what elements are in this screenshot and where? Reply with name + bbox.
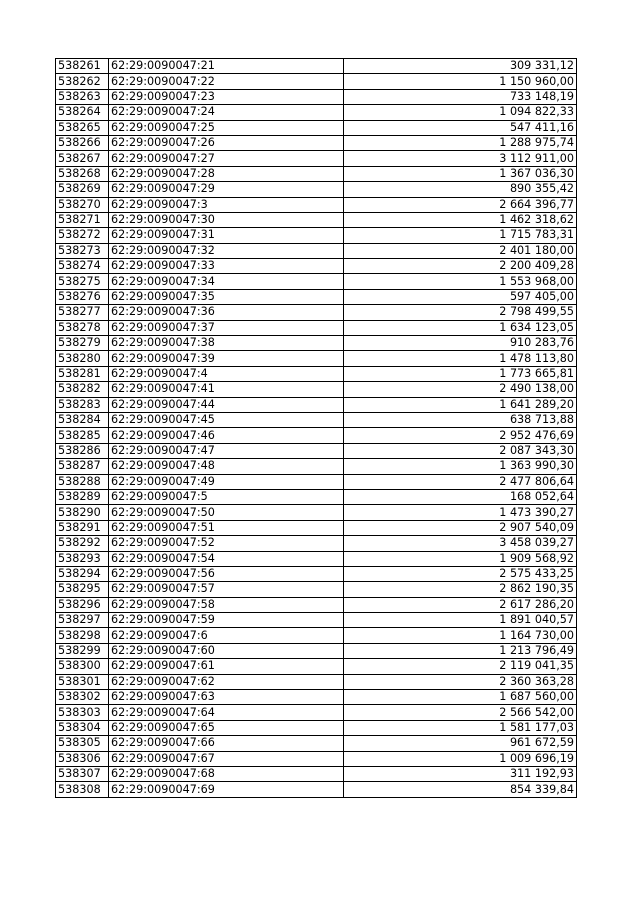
row-number-cell: 538306 [56,751,109,766]
cadastral-number-cell: 62:29:0090047:54 [109,551,344,566]
table-row [56,382,577,397]
cadastral-number-cell: 62:29:0090047:38 [109,336,344,351]
cadastral-value-cell: 2 664 396,77 [344,197,577,212]
cadastral-number-cell: 62:29:0090047:3 [109,197,344,212]
cadastral-value-cell: 1 363 990,30 [344,459,577,474]
cadastral-number-cell: 62:29:0090047:31 [109,228,344,243]
table-row [56,766,577,781]
cadastral-value-cell: 1 288 975,74 [344,135,577,150]
cadastral-value-cell: 1 715 783,31 [344,228,577,243]
row-number-cell: 538297 [56,613,109,628]
cadastral-number-cell: 62:29:0090047:58 [109,597,344,612]
cadastral-number-cell: 62:29:0090047:65 [109,720,344,735]
row-number-cell: 538305 [56,736,109,751]
cadastral-number-cell: 62:29:0090047:57 [109,582,344,597]
table-row [56,320,577,335]
cadastral-number-cell: 62:29:0090047:48 [109,459,344,474]
table-row [56,274,577,289]
table-row [56,474,577,489]
row-number-cell: 538278 [56,320,109,335]
table-row [56,243,577,258]
table-row [56,151,577,166]
cadastral-value-cell: 733 148,19 [344,89,577,104]
table-row [56,166,577,181]
row-number-cell: 538288 [56,474,109,489]
row-number-cell: 538266 [56,135,109,150]
cadastral-value-cell: 910 283,76 [344,336,577,351]
cadastral-value-cell: 1 634 123,05 [344,320,577,335]
cadastral-value-cell: 638 713,88 [344,412,577,427]
cadastral-value-cell: 961 672,59 [344,736,577,751]
cadastral-number-cell: 62:29:0090047:68 [109,766,344,781]
cadastral-number-cell: 62:29:0090047:50 [109,505,344,520]
cadastral-number-cell: 62:29:0090047:63 [109,690,344,705]
cadastral-value-cell: 1 213 796,49 [344,643,577,658]
cadastral-number-cell: 62:29:0090047:61 [109,659,344,674]
cadastral-value-cell: 3 112 911,00 [344,151,577,166]
table-row [56,120,577,135]
row-number-cell: 538261 [56,59,109,74]
cadastral-number-cell: 62:29:0090047:41 [109,382,344,397]
cadastral-value-cell: 2 907 540,09 [344,520,577,535]
row-number-cell: 538282 [56,382,109,397]
table-row [56,751,577,766]
row-number-cell: 538286 [56,443,109,458]
row-number-cell: 538262 [56,74,109,89]
cadastral-number-cell: 62:29:0090047:28 [109,166,344,181]
table-row [56,259,577,274]
cadastral-value-cell: 2 575 433,25 [344,566,577,581]
row-number-cell: 538301 [56,674,109,689]
table-row [56,428,577,443]
cadastral-number-cell: 62:29:0090047:64 [109,705,344,720]
table-row [56,459,577,474]
cadastral-number-cell: 62:29:0090047:30 [109,212,344,227]
table-row [56,705,577,720]
cadastral-value-cell: 1 462 318,62 [344,212,577,227]
cadastral-value-cell: 597 405,00 [344,289,577,304]
cadastral-number-cell: 62:29:0090047:34 [109,274,344,289]
table-row [56,305,577,320]
cadastral-number-cell: 62:29:0090047:35 [109,289,344,304]
cadastral-value-cell: 1 553 968,00 [344,274,577,289]
cadastral-value-cell: 854 339,84 [344,782,577,797]
table-row [56,74,577,89]
row-number-cell: 538295 [56,582,109,597]
table-row [56,643,577,658]
cadastral-value-cell: 1 473 390,27 [344,505,577,520]
row-number-cell: 538268 [56,166,109,181]
table-row [56,197,577,212]
table-row [56,597,577,612]
table-row [56,505,577,520]
cadastral-number-cell: 62:29:0090047:21 [109,59,344,74]
cadastral-value-cell: 2 952 476,69 [344,428,577,443]
cadastral-value-cell: 168 052,64 [344,489,577,504]
table-row [56,212,577,227]
table-row [56,566,577,581]
row-number-cell: 538299 [56,643,109,658]
cadastral-value-cell: 1 773 665,81 [344,366,577,381]
row-number-cell: 538272 [56,228,109,243]
cadastral-value-cell: 2 566 542,00 [344,705,577,720]
cadastral-value-cell: 1 687 560,00 [344,690,577,705]
table-row [56,135,577,150]
cadastral-value-cell: 547 411,16 [344,120,577,135]
table-row [56,520,577,535]
table-row [56,336,577,351]
row-number-cell: 538289 [56,489,109,504]
cadastral-number-cell: 62:29:0090047:62 [109,674,344,689]
row-number-cell: 538270 [56,197,109,212]
row-number-cell: 538279 [56,336,109,351]
table-row [56,489,577,504]
cadastral-value-cell: 309 331,12 [344,59,577,74]
row-number-cell: 538284 [56,412,109,427]
row-number-cell: 538303 [56,705,109,720]
cadastral-value-cell: 3 458 039,27 [344,536,577,551]
cadastral-value-cell: 1 367 036,30 [344,166,577,181]
row-number-cell: 538304 [56,720,109,735]
table-row [56,351,577,366]
cadastral-number-cell: 62:29:0090047:29 [109,182,344,197]
cadastral-value-cell: 1 641 289,20 [344,397,577,412]
cadastral-number-cell: 62:29:0090047:25 [109,120,344,135]
cadastral-value-cell: 1 150 960,00 [344,74,577,89]
row-number-cell: 538275 [56,274,109,289]
table-row [56,720,577,735]
table-row [56,690,577,705]
table-row [56,551,577,566]
table-row [56,397,577,412]
cadastral-value-cell: 2 087 343,30 [344,443,577,458]
row-number-cell: 538274 [56,259,109,274]
cadastral-number-cell: 62:29:0090047:33 [109,259,344,274]
row-number-cell: 538293 [56,551,109,566]
cadastral-number-cell: 62:29:0090047:24 [109,105,344,120]
row-number-cell: 538302 [56,690,109,705]
row-number-cell: 538292 [56,536,109,551]
row-number-cell: 538276 [56,289,109,304]
cadastral-value-cell: 2 119 041,35 [344,659,577,674]
cadastral-value-cell: 2 798 499,55 [344,305,577,320]
cadastral-value-cell: 2 617 286,20 [344,597,577,612]
table-row [56,443,577,458]
cadastral-number-cell: 62:29:0090047:46 [109,428,344,443]
cadastral-value-cell: 2 401 180,00 [344,243,577,258]
cadastral-number-cell: 62:29:0090047:67 [109,751,344,766]
cadastral-number-cell: 62:29:0090047:60 [109,643,344,658]
table-row [56,628,577,643]
cadastral-number-cell: 62:29:0090047:37 [109,320,344,335]
cadastral-number-cell: 62:29:0090047:22 [109,74,344,89]
row-number-cell: 538267 [56,151,109,166]
row-number-cell: 538307 [56,766,109,781]
cadastral-number-cell: 62:29:0090047:47 [109,443,344,458]
cadastral-value-cell: 1 581 177,03 [344,720,577,735]
row-number-cell: 538300 [56,659,109,674]
table-row [56,736,577,751]
row-number-cell: 538308 [56,782,109,797]
row-number-cell: 538263 [56,89,109,104]
row-number-cell: 538294 [56,566,109,581]
table-row [56,613,577,628]
cadastral-value-cell: 1 891 040,57 [344,613,577,628]
table-row [56,228,577,243]
cadastral-value-cell: 890 355,42 [344,182,577,197]
row-number-cell: 538291 [56,520,109,535]
row-number-cell: 538264 [56,105,109,120]
table-row [56,659,577,674]
cadastral-number-cell: 62:29:0090047:66 [109,736,344,751]
cadastral-value-cell: 1 478 113,80 [344,351,577,366]
cadastral-value-cell: 2 477 806,64 [344,474,577,489]
table-row [56,89,577,104]
cadastral-number-cell: 62:29:0090047:32 [109,243,344,258]
cadastral-value-cell: 2 200 409,28 [344,259,577,274]
row-number-cell: 538280 [56,351,109,366]
cadastral-number-cell: 62:29:0090047:27 [109,151,344,166]
table-row [56,366,577,381]
cadastral-number-cell: 62:29:0090047:39 [109,351,344,366]
row-number-cell: 538285 [56,428,109,443]
cadastral-number-cell: 62:29:0090047:4 [109,366,344,381]
cadastral-number-cell: 62:29:0090047:69 [109,782,344,797]
cadastral-number-cell: 62:29:0090047:59 [109,613,344,628]
cadastral-value-cell: 311 192,93 [344,766,577,781]
row-number-cell: 538277 [56,305,109,320]
table-row [56,674,577,689]
cadastral-value-cell: 2 862 190,35 [344,582,577,597]
table-row [56,412,577,427]
row-number-cell: 538287 [56,459,109,474]
table-row [56,59,577,74]
cadastral-value-cell: 2 360 363,28 [344,674,577,689]
table-row [56,536,577,551]
row-number-cell: 538290 [56,505,109,520]
table-row [56,182,577,197]
row-number-cell: 538281 [56,366,109,381]
cadastral-number-cell: 62:29:0090047:52 [109,536,344,551]
table-row [56,782,577,797]
cadastral-value-cell: 2 490 138,00 [344,382,577,397]
cadastral-number-cell: 62:29:0090047:49 [109,474,344,489]
row-number-cell: 538269 [56,182,109,197]
cadastral-number-cell: 62:29:0090047:44 [109,397,344,412]
cadastral-value-cell: 1 909 568,92 [344,551,577,566]
cadastral-value-cell: 1 009 696,19 [344,751,577,766]
cadastral-number-cell: 62:29:0090047:26 [109,135,344,150]
cadastral-number-cell: 62:29:0090047:23 [109,89,344,104]
row-number-cell: 538283 [56,397,109,412]
row-number-cell: 538273 [56,243,109,258]
cadastral-value-cell: 1 164 730,00 [344,628,577,643]
cadastral-number-cell: 62:29:0090047:51 [109,520,344,535]
cadastral-number-cell: 62:29:0090047:5 [109,489,344,504]
row-number-cell: 538271 [56,212,109,227]
row-number-cell: 538296 [56,597,109,612]
table-row [56,289,577,304]
table-row [56,582,577,597]
cadastral-number-cell: 62:29:0090047:36 [109,305,344,320]
cadastral-number-cell: 62:29:0090047:56 [109,566,344,581]
row-number-cell: 538265 [56,120,109,135]
row-number-cell: 538298 [56,628,109,643]
table-row [56,105,577,120]
cadastral-number-cell: 62:29:0090047:45 [109,412,344,427]
cadastral-value-cell: 1 094 822,33 [344,105,577,120]
cadastral-number-cell: 62:29:0090047:6 [109,628,344,643]
table-body [56,59,577,798]
cadastral-value-table [55,58,577,798]
